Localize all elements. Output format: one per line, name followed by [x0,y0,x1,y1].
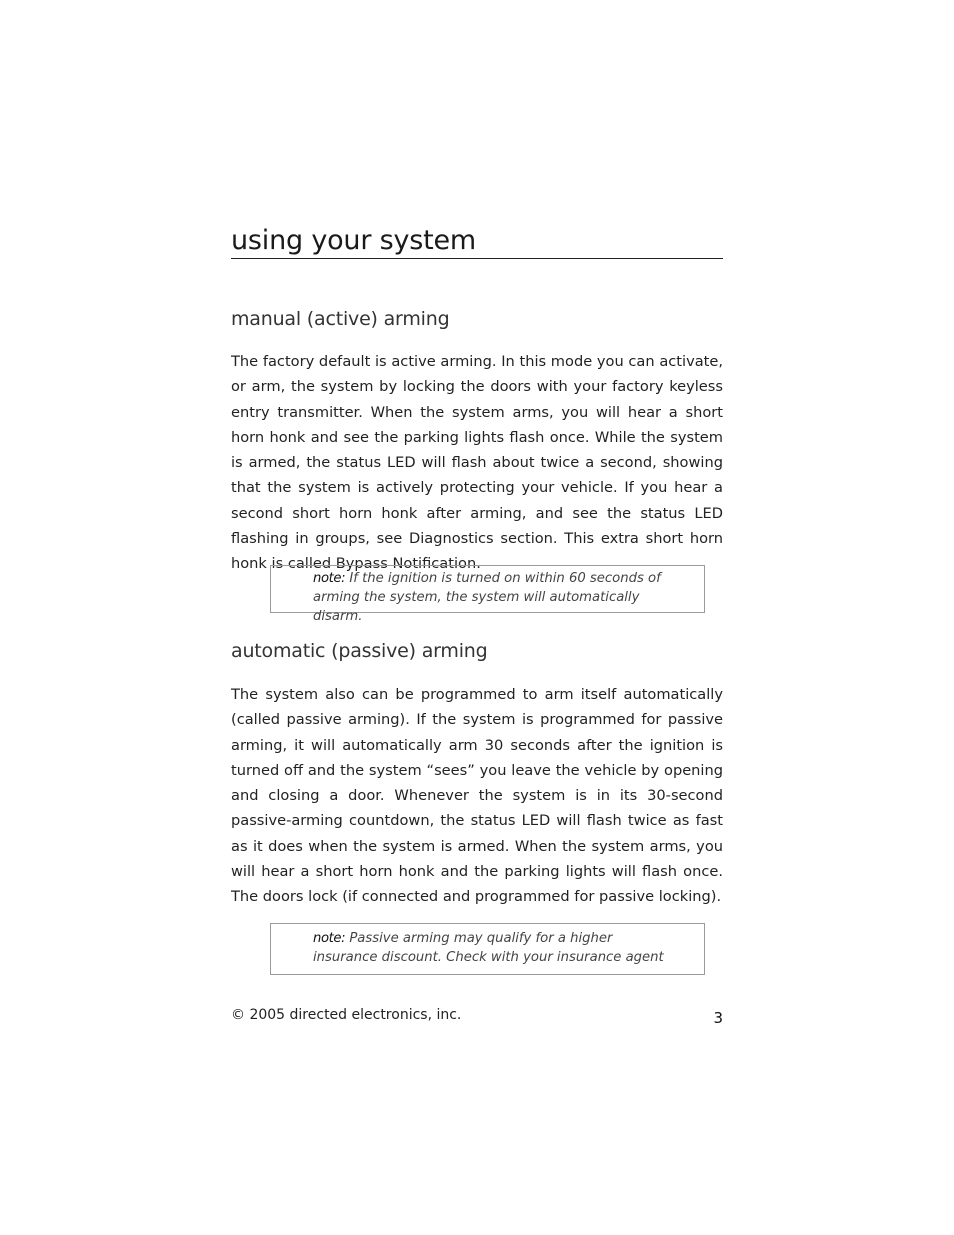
note-text: If the ignition is turned on within 60 seconds of arming the system, the system will automatically disarm. [313,571,661,624]
note-label: note: [313,931,346,946]
section-heading-manual-arming: manual (active) arming [231,308,450,330]
note-text: Passive arming may qualify for a higher insurance discount. Check with your insurance agent [313,931,664,965]
footer-copyright: © 2005 directed electronics, inc. [231,1007,462,1023]
passive-arming-paragraph: The system also can be programmed to arm itself automatically (called passive arming). If the system is programmed for passive arming, it will automatically arm 30 seconds after the ignition is turned off and the system “sees” you leave the vehicle by opening and closing a door. Whenever the system is in its 30-second passive-arming countdown, the status LED will flash twice as fast as it does when the system is armed. When the system arms, you will hear a short horn honk and the parking lights will flash once. The doors lock (if connected and programmed for passive locking). [231,686,723,906]
section-heading-passive-arming: automatic (passive) arming [231,640,488,662]
note-label: note: [313,571,346,586]
manual-arming-paragraph: The factory default is active arming. In this mode you can activate, or arm, the system by locking the doors with your factory keyless entry transmitter. When the system arms, you will hear a short horn honk and see the parking lights flash once. While the system is armed, the status LED will flash about twice a second, showing that the system is actively protecting your vehicle. If you hear a second short horn honk after arming, and see the status LED flashing in groups, see Diagnostics section. This extra short horn honk is called Bypass Notification. [231,353,723,573]
page-title: using your system [231,224,723,259]
page-number: 3 [713,1009,723,1027]
note-box-passive-arming [270,923,705,975]
note-box-manual-arming [270,565,705,624]
